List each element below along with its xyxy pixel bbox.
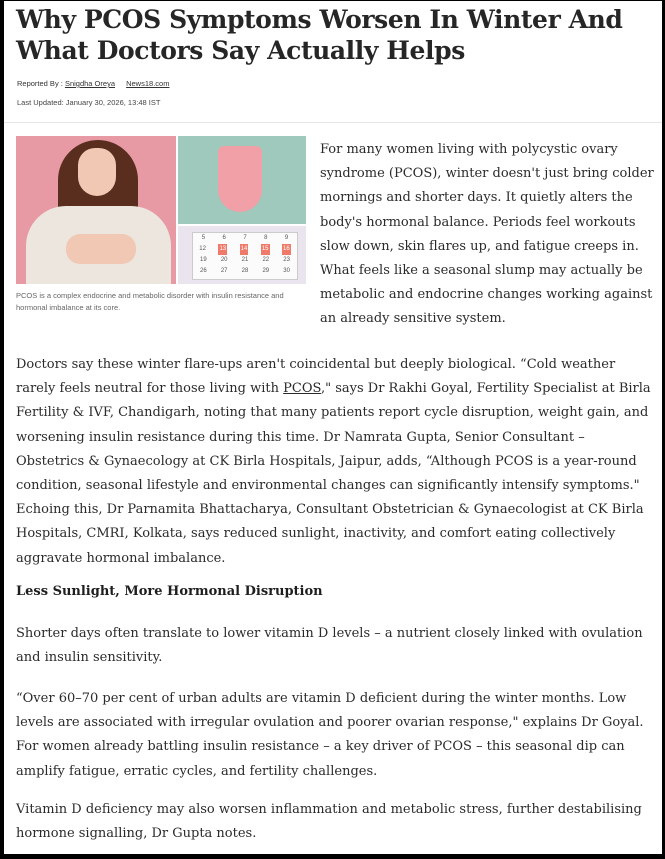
reported-by-label: Reported By :	[17, 79, 63, 88]
subheading-less-sunlight: Less Sunlight, More Hormonal Disruption	[16, 584, 323, 599]
paragraph-goyal-quote: “Over 60–70 per cent of urban adults are vitamin D deficient during the winter months. Low levels are associated with irregular ovulation and poorer ovarian response," explains Dr Goyal. For women already battling insulin resistance – a key driver of PCOS – this seasonal dip can amplify fatigue, erratic cycles, and fertility challenges.	[16, 691, 644, 779]
woman-abdominal-pain-image	[16, 136, 176, 284]
author-link[interactable]: Snigdha Oreya	[64, 79, 115, 88]
image-caption: PCOS is a complex endocrine and metabolic disorder with insulin resistance and hormonal imbalance at its core.	[16, 291, 284, 312]
uterus-graphic-image	[178, 136, 306, 224]
source-link[interactable]: News18.com	[126, 79, 170, 88]
header-divider	[4, 122, 662, 123]
article-figure	[16, 136, 306, 314]
article-image[interactable]	[16, 136, 306, 284]
pcos-link[interactable]: PCOS	[283, 381, 321, 397]
uterus-icon	[218, 146, 262, 212]
calendar-image	[178, 226, 306, 284]
last-updated: Last Updated: January 30, 2026, 13:48 IST	[17, 98, 161, 107]
article-page	[4, 1, 662, 854]
byline	[17, 79, 169, 88]
calendar-icon: 5 6 7 8 9 12 13 14 15 16 19 20 21 22 23 26 27 28 29 30	[192, 232, 298, 280]
lead-paragraph: For many women living with polycystic ovary syndrome (PCOS), winter doesn't just bring colder mornings and shorter days. It quietly alters the body's hormonal balance. Periods feel workouts slow down, skin flares up, and fatigue creeps in. What feels like a seasonal slump may actually be metabolic and endocrine changes working against an already sensitive system.	[320, 142, 654, 327]
paragraph-doctors-say: Doctors say these winter flare-ups aren't coincidental but deeply biological. “Cold weather rarely feels neutral for those living with PCOS," says Dr Rakhi Goyal, Fertility Specialist at Birla Fertility & IVF, Chandigarh, noting that many patients report cycle disruption, weight gain, and worsening insulin resistance during this time. Dr Namrata Gupta, Senior Consultant – Obstetrics & Gynaecology at CK Birla Hospitals, Jaipur, adds, “Although PCOS is a year-round condition, seasonal lifestyle and environmental changes can significantly intensify symptoms." Echoing this, Dr Parnamita Bhattacharya, Consultant Obstetrician & Gynaecologist at CK Birla Hospitals, CMRI, Kolkata, says reduced sunlight, inactivity, and comfort eating collectively aggravate hormonal imbalance.	[16, 357, 651, 566]
paragraph-vitamin-d: Shorter days often translate to lower vitamin D levels – a nutrient closely linked with ovulation and insulin sensitivity.	[16, 626, 643, 666]
paragraph-gupta-notes: Vitamin D deficiency may also worsen inflammation and metabolic stress, further destabilising hormone signalling, Dr Gupta notes.	[16, 802, 642, 842]
article-title: Why PCOS Symptoms Worsen In Winter And What Doctors Say Actually Helps	[16, 5, 623, 65]
